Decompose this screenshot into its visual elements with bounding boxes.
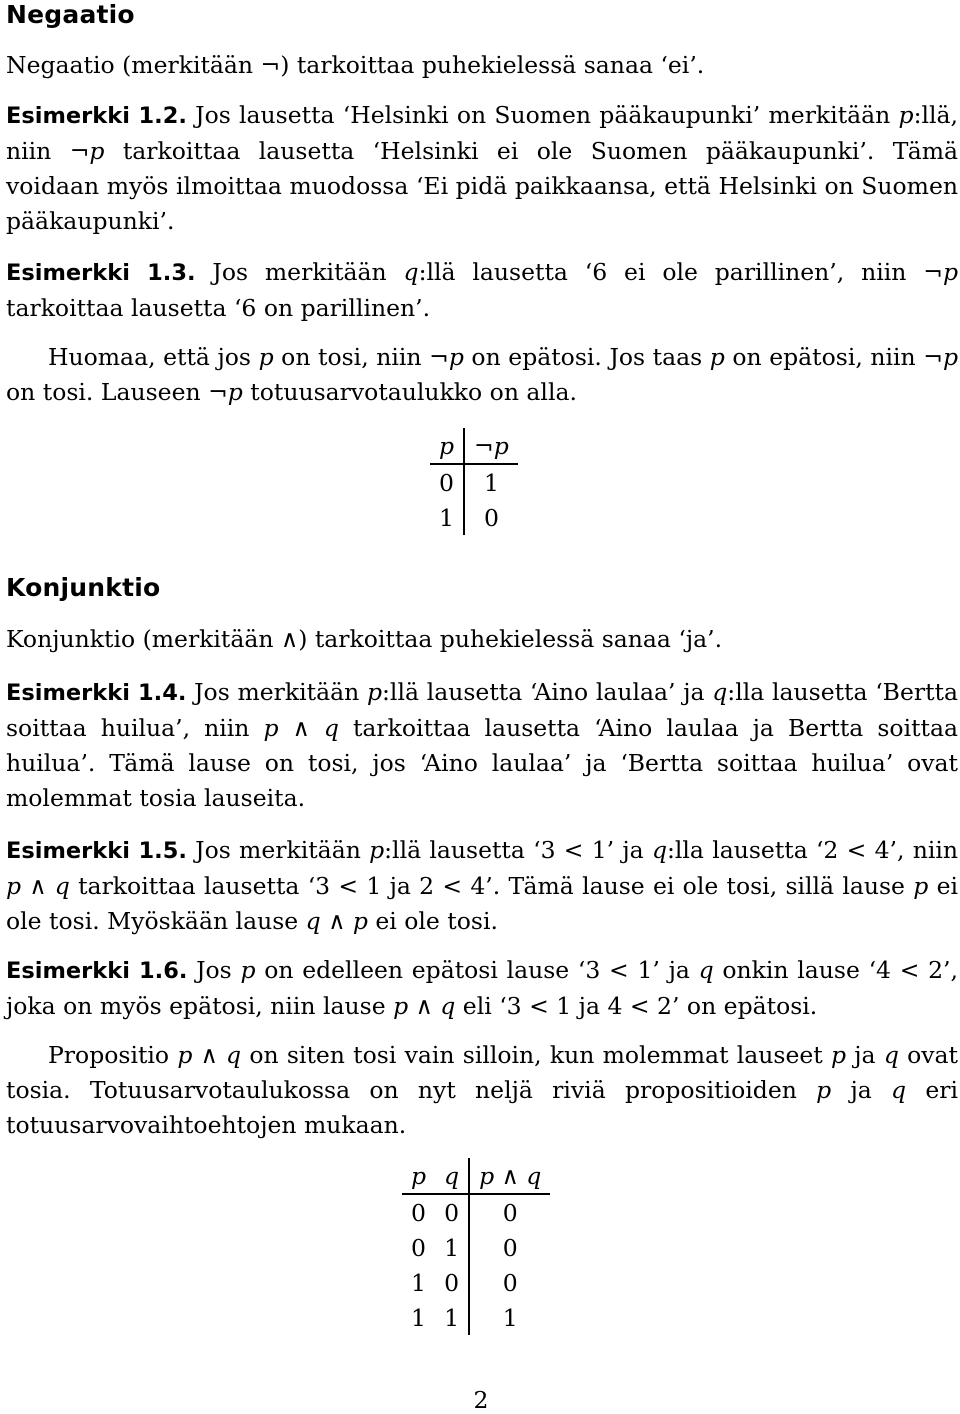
table-cell: 1	[435, 1230, 469, 1265]
example-label: Esimerkki 1.6.	[6, 958, 188, 984]
paragraph-conjunction-definition: Konjunktio (merkitään ∧) tarkoittaa puhekielessä sanaa ‘ja’.	[6, 625, 723, 653]
table-header: p ∧ q	[469, 1158, 550, 1194]
paragraph-example-1-2: Esimerkki 1.2. Jos lausetta ‘Helsinki on Suomen pääkaupunki’ merkitään p:llä, niin ¬p tarkoittaa lausetta ‘Helsinki ei ole Suomen pääkaupunki’. Tämä voidaan myös ilmoittaa muodossa ‘Ei pidä paikkaansa, että Helsinki on Suomen pääkaupunki’.	[6, 101, 959, 235]
example-label: Esimerkki 1.2.	[6, 103, 187, 129]
paragraph-example-1-4: Esimerkki 1.4. Jos merkitään p:llä lausetta ‘Aino laulaa’ ja q:lla lausetta ‘Bertta soittaa huilua’, niin p ∧ q tarkoittaa lausetta ‘Aino laulaa ja Bertta soittaa huilua’. Tämä lause on tosi, jos ‘Aino laulaa’ ja ‘Bertta soittaa huilua’ ovat molemmat tosia lauseita.	[6, 678, 959, 812]
page-number: 2	[473, 1386, 489, 1414]
table-header: p	[430, 428, 464, 464]
section-heading-conjunction: Konjunktio	[6, 573, 161, 602]
table-cell: 0	[411, 1233, 426, 1262]
table-header: q	[435, 1158, 469, 1194]
conjunction-truth-table	[402, 1158, 550, 1335]
table-header: ¬p	[464, 428, 518, 464]
table-cell: 1	[411, 1303, 426, 1332]
table-cell: 1	[502, 1303, 518, 1332]
table-cell: 1	[483, 468, 499, 497]
table-cell: 0	[502, 1268, 518, 1297]
table-cell: 0	[430, 464, 464, 500]
table-cell: 0	[411, 1198, 426, 1227]
paragraph-negation-definition: Negaatio (merkitään ¬) tarkoittaa puhekielessä sanaa ‘ei’.	[6, 51, 705, 79]
table-cell: 0	[502, 1233, 518, 1262]
table-cell: 1	[411, 1268, 426, 1297]
paragraph-example-1-5: Esimerkki 1.5. Jos merkitään p:llä lausetta ‘3 < 1’ ja q:lla lausetta ‘2 < 4’, niin p ∧ q tarkoittaa lausetta ‘3 < 1 ja 2 < 4’. Tämä lause ei ole tosi, sillä lause p ei ole tosi. Myöskään lause q ∧ p ei ole tosi.	[6, 836, 959, 935]
table-cell: 0	[502, 1198, 518, 1227]
section-heading-negation: Negaatio	[6, 0, 135, 29]
table-cell: 0	[435, 1194, 469, 1230]
paragraph-example-1-6: Esimerkki 1.6. Jos p on edelleen epätosi lause ‘3 < 1’ ja q onkin lause ‘4 < 2’, joka on myös epätosi, niin lause p ∧ q eli ‘3 < 1 ja 4 < 2’ on epätosi.	[6, 956, 958, 1020]
example-label: Esimerkki 1.5.	[6, 838, 187, 864]
table-header: p	[402, 1158, 435, 1194]
example-label: Esimerkki 1.3.	[6, 260, 196, 286]
example-label: Esimerkki 1.4.	[6, 680, 187, 706]
table-cell: 0	[483, 503, 499, 532]
paragraph-negation-note: Huomaa, että jos p on tosi, niin ¬p on epätosi. Jos taas p on epätosi, niin ¬p on tosi. Lauseen ¬p totuusarvotaulukko on alla.	[6, 343, 958, 406]
paragraph-conjunction-note: Propositio p ∧ q on siten tosi vain silloin, kun molemmat lauseet p ja q ovat tosia. Totuusarvotaulukossa on nyt neljä riviä propositioiden p ja q eri totuusarvovaihtoehtojen mukaan.	[6, 1041, 958, 1139]
table-cell: 1	[435, 1300, 469, 1335]
paragraph-example-1-3: Esimerkki 1.3. Jos merkitään q:llä lausetta ‘6 ei ole parillinen’, niin ¬p tarkoittaa lausetta ‘6 on parillinen’.	[6, 258, 958, 322]
negation-truth-table	[430, 428, 518, 535]
table-cell: 1	[430, 500, 464, 535]
table-cell: 0	[435, 1265, 469, 1300]
